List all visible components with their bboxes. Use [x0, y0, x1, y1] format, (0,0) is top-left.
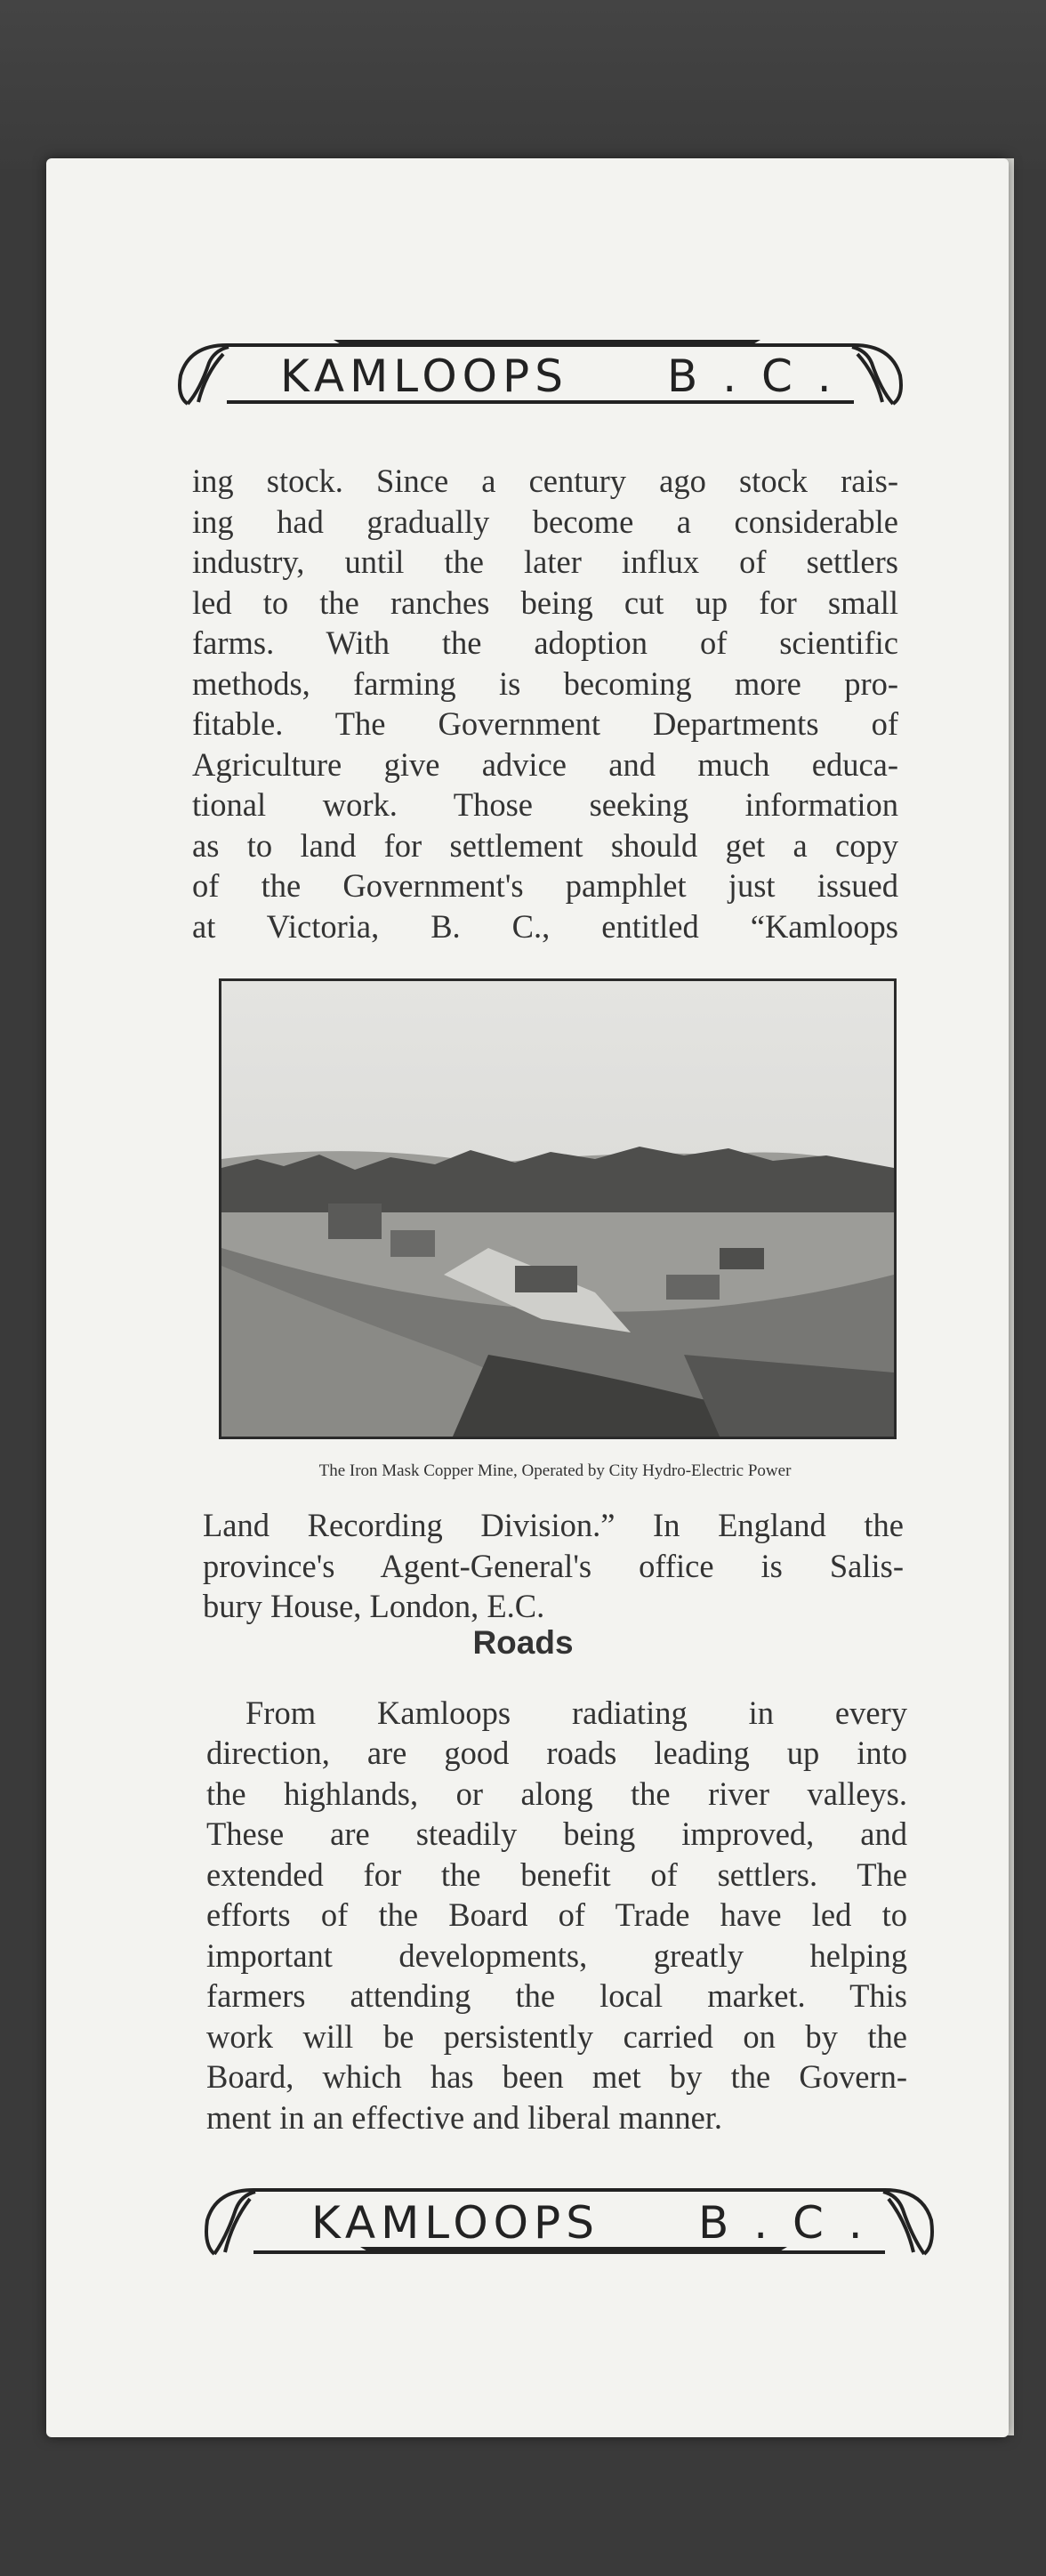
text-line: important developments, greatly helping [206, 1936, 907, 1974]
section-heading: Roads [472, 1624, 574, 1661]
text-line: These are steadily being improved, and [206, 1815, 907, 1852]
text-line: efforts of the Board of Trade have led to [206, 1896, 907, 1933]
text-line: led to the ranches being cut up for small [192, 584, 898, 621]
text-line: bury House, London, E.C. [203, 1588, 545, 1624]
mine-photograph [219, 978, 897, 1439]
text-line: extended for the benefit of settlers. The [206, 1856, 907, 1893]
header-banner [173, 327, 907, 409]
text-line: Agriculture give advice and much educa- [192, 745, 898, 783]
text-line: Board, which has been met by the Govern- [206, 2058, 907, 2095]
text-line: of the Government's pamphlet just issued [192, 867, 898, 904]
text-line: direction, are good roads leading up into [206, 1735, 907, 1771]
text-line: From Kamloops radiating in every [245, 1695, 907, 1731]
text-line: fitable. The Government Departments of [192, 705, 898, 742]
paragraph-roads [206, 1733, 907, 2137]
paragraph-top [192, 461, 898, 946]
text-line: Land Recording Division.” In England the [203, 1507, 904, 1543]
photo-illustration [221, 981, 894, 1437]
text-line: the highlands, or along the river valleys. [206, 1775, 907, 1812]
banner-province: B . C . [667, 350, 837, 402]
paragraph-roads-first [245, 1693, 907, 1734]
text-line: ment in an effective and liberal manner. [206, 2098, 723, 2136]
text-line: methods, farming is becoming more pro- [192, 664, 898, 702]
text-line: ing had gradually become a considerable [192, 503, 898, 540]
banner-title: KAMLOOPS [311, 2197, 599, 2249]
footer-banner [200, 2178, 938, 2259]
text-line: ing stock. Since a century ago stock rais- [192, 463, 898, 499]
text-line: industry, until the later influx of settlers [192, 543, 898, 580]
text-line: tional work. Those seeking information [192, 786, 898, 823]
text-line: farms. With the adoption of scientific [192, 624, 898, 661]
banner-title: KAMLOOPS [280, 350, 568, 402]
banner-province: B . C . [698, 2197, 868, 2249]
paragraph-mid [203, 1505, 904, 1627]
scan-background [0, 0, 1046, 169]
text-line: as to land for settlement should get a copy [192, 826, 898, 864]
text-line: work will be persistently carried on by the [206, 2017, 907, 2055]
text-line: province's Agent-General's office is Salis- [203, 1547, 904, 1584]
text-line: at Victoria, B. C., entitled “Kamloops [192, 907, 898, 945]
text-line: farmers attending the local market. This [206, 1977, 907, 2014]
photo-caption: The Iron Mask Copper Mine, Operated by City Hydro-Electric Power [318, 1461, 792, 1480]
